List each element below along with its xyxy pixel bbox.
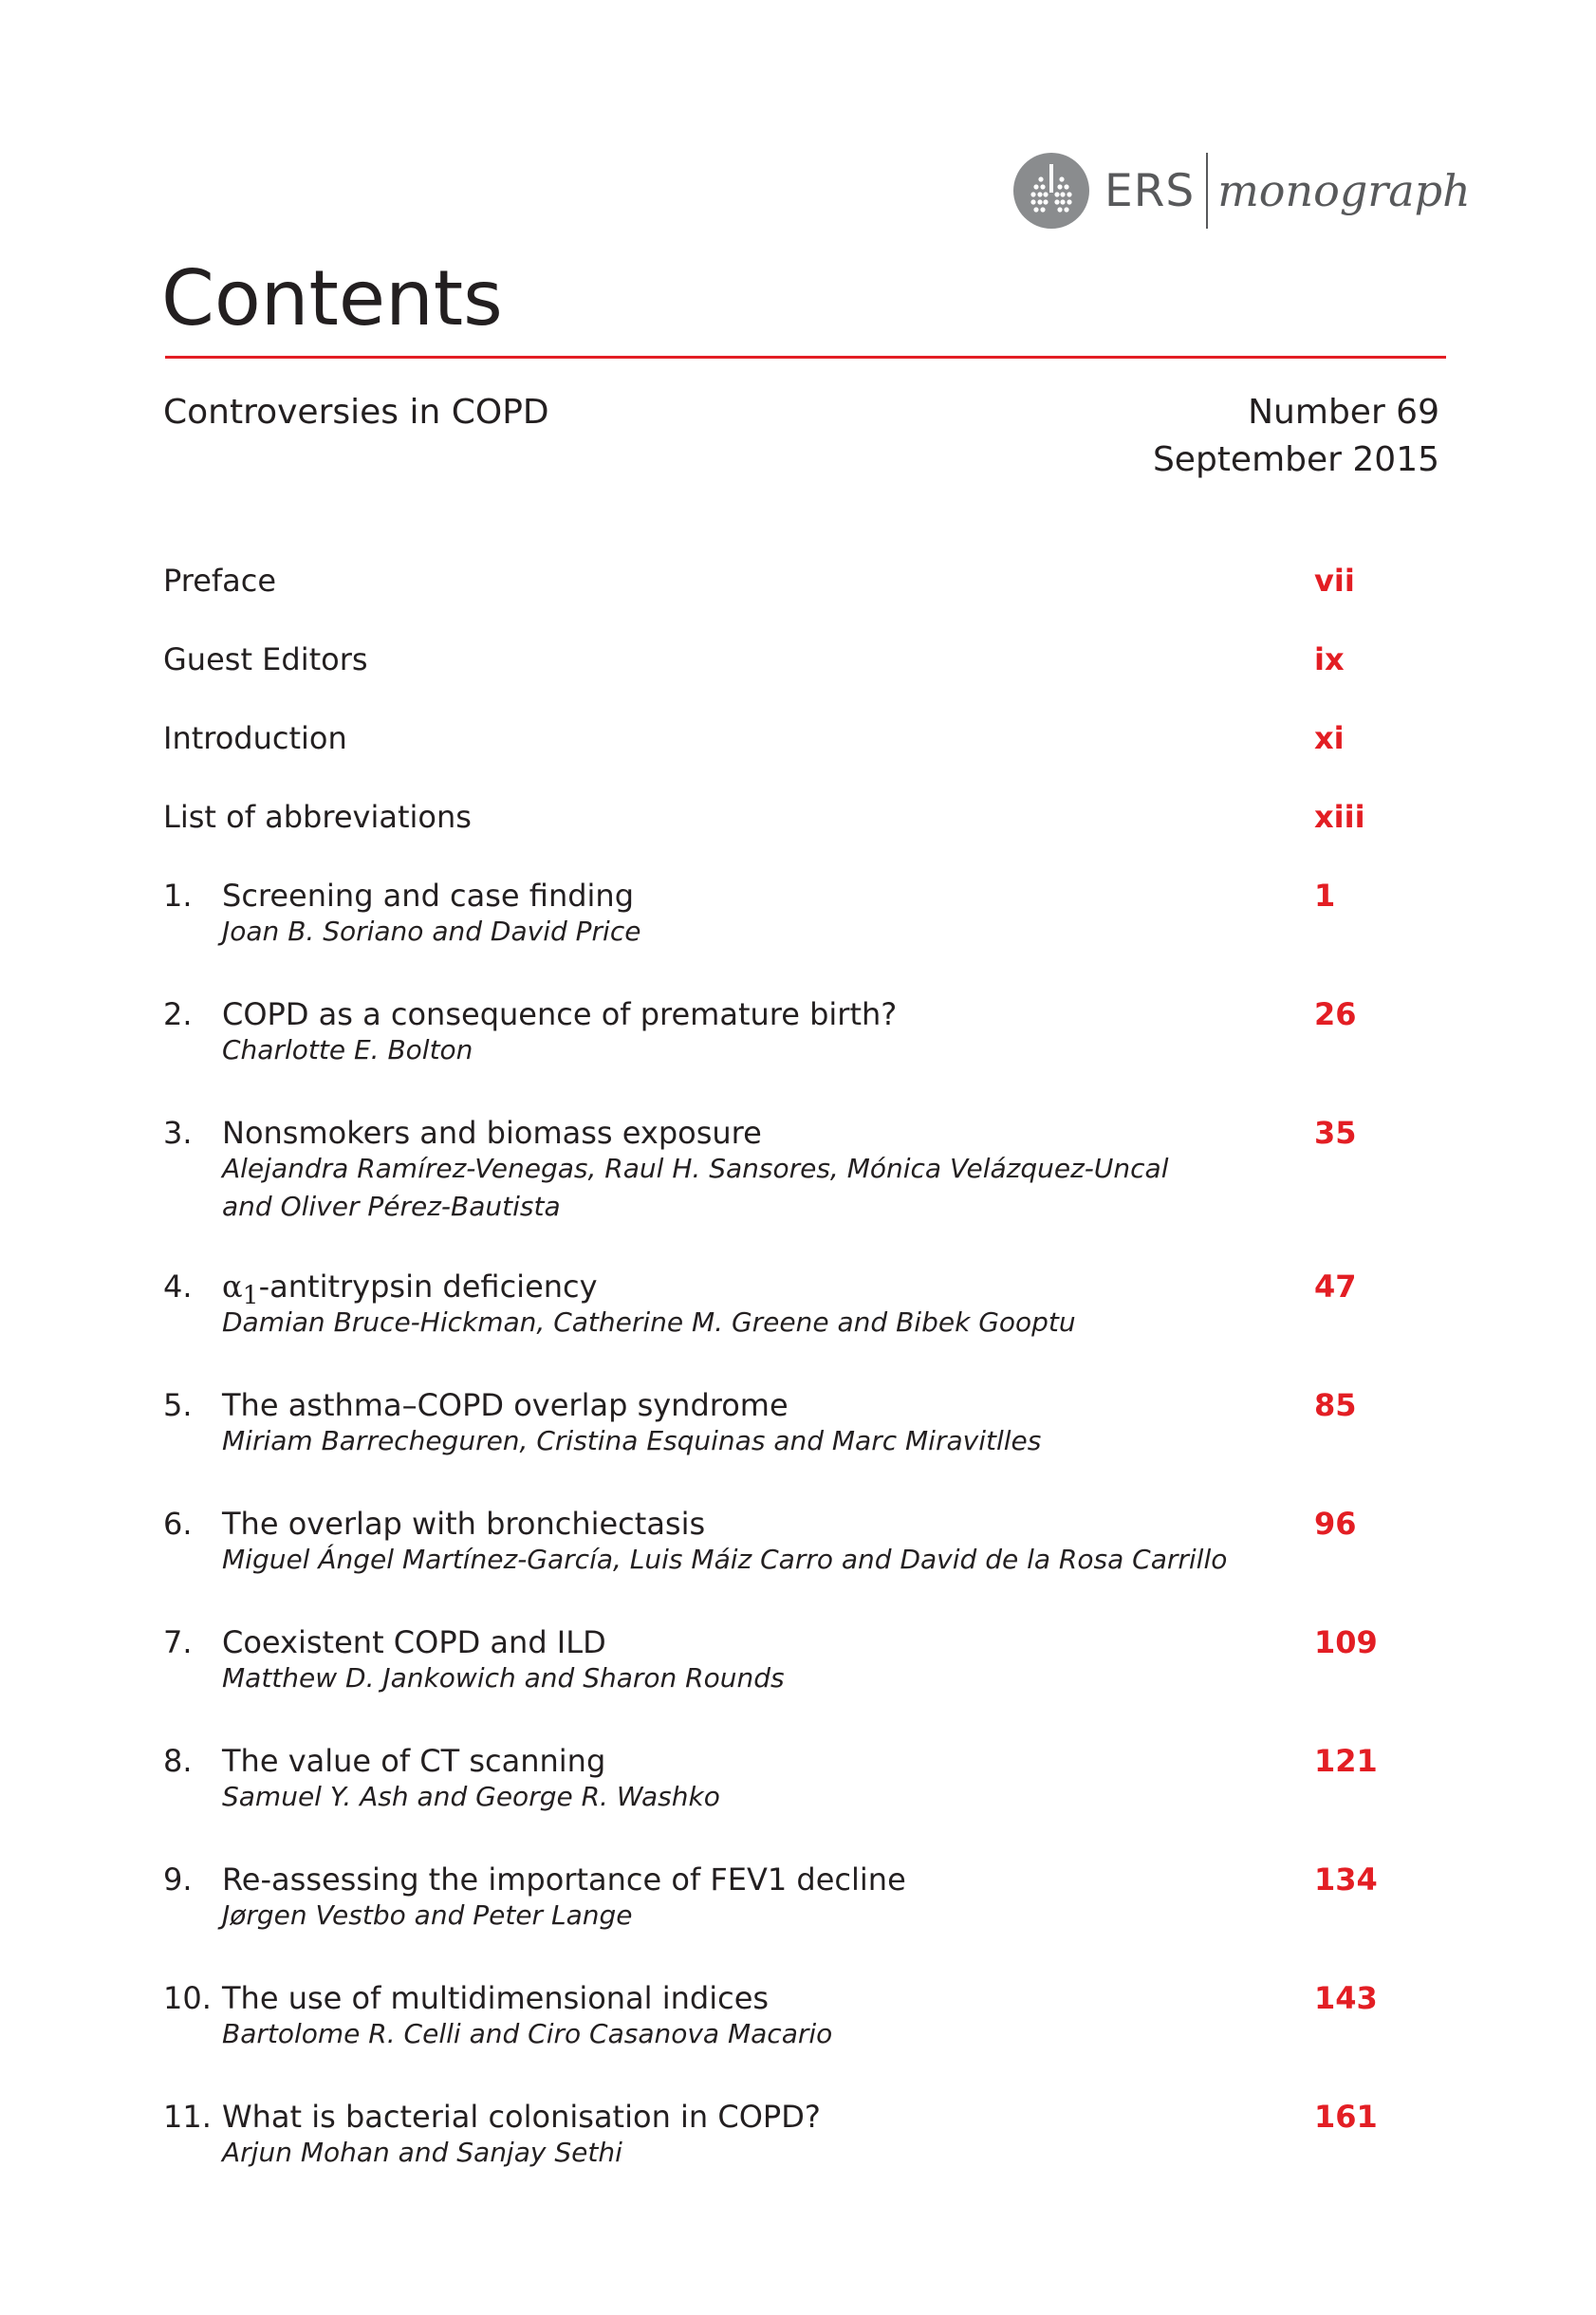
chapter-authors: Matthew D. Jankowich and Sharon Rounds — [222, 1662, 785, 1694]
chapter-page[interactable]: 109 — [1314, 1624, 1378, 1660]
chapter-number: 2. — [163, 996, 193, 1032]
chapter-number: 1. — [163, 878, 193, 914]
chapter-title[interactable]: Re-assessing the importance of FEV1 decline — [222, 1861, 906, 1898]
toc-guest-editors-label[interactable]: Guest Editors — [163, 641, 368, 677]
chapter-title-text: -antitrypsin deficiency — [258, 1269, 598, 1305]
chapter-authors: Damian Bruce-Hickman, Catherine M. Greene and Bibek Gooptu — [222, 1306, 1076, 1338]
chapter-number: 4. — [163, 1269, 193, 1305]
chapter-authors: Bartolome R. Celli and Ciro Casanova Macario — [222, 2018, 833, 2049]
chapter-page[interactable]: 161 — [1314, 2099, 1378, 2135]
chapter-page[interactable]: 96 — [1314, 1506, 1357, 1542]
chapter-title[interactable]: What is bacterial colonisation in COPD? — [222, 2099, 821, 2135]
chapter-page[interactable]: 85 — [1314, 1387, 1357, 1423]
chapter-title[interactable]: COPD as a consequence of premature birth? — [222, 996, 898, 1032]
chapter-title[interactable]: The overlap with bronchiectasis — [222, 1506, 706, 1542]
toc-abbreviations-label[interactable]: List of abbreviations — [163, 799, 472, 835]
chapter-number: 7. — [163, 1624, 193, 1660]
logo-brand: ERS — [1104, 164, 1196, 217]
chapter-page[interactable]: 143 — [1314, 1980, 1378, 2016]
lungs-logo-icon — [1013, 153, 1089, 229]
alpha-symbol: α — [222, 1269, 243, 1305]
chapter-number: 9. — [163, 1861, 193, 1898]
logo-product: monograph — [1217, 165, 1471, 216]
page-title: Contents — [161, 254, 503, 343]
monograph-subtitle: Controversies in COPD — [163, 393, 549, 432]
chapter-authors: Samuel Y. Ash and George R. Washko — [222, 1781, 720, 1812]
toc-introduction-page[interactable]: xi — [1314, 720, 1345, 756]
alpha-subscript: 1 — [242, 1281, 259, 1311]
chapter-title[interactable]: The value of CT scanning — [222, 1743, 606, 1779]
logo-divider — [1206, 153, 1208, 229]
chapter-title[interactable]: The asthma–COPD overlap syndrome — [222, 1387, 789, 1423]
chapter-page[interactable]: 121 — [1314, 1743, 1378, 1779]
chapter-authors: Alejandra Ramírez-Venegas, Raul H. Sansores, Mónica Velázquez-Uncal and Oliver Pérez-Bautista — [222, 1153, 1169, 1222]
chapter-title[interactable]: Nonsmokers and biomass exposure — [222, 1115, 762, 1151]
chapter-authors: Miriam Barrecheguren, Cristina Esquinas and Marc Miravitlles — [222, 1425, 1042, 1456]
issue-info — [1153, 389, 1439, 484]
chapter-number: 10. — [163, 1980, 212, 2016]
chapter-title[interactable]: Coexistent COPD and ILD — [222, 1624, 606, 1660]
toc-preface-label[interactable]: Preface — [163, 563, 277, 599]
issue-date: September 2015 — [1152, 440, 1439, 479]
toc-introduction-label[interactable]: Introduction — [163, 720, 347, 756]
chapter-title[interactable]: Screening and case finding — [222, 878, 635, 914]
chapter-authors: Arjun Mohan and Sanjay Sethi — [222, 2137, 622, 2168]
chapter-authors: Joan B. Soriano and David Price — [222, 916, 641, 947]
ers-monograph-logo — [1013, 150, 1471, 232]
chapter-number: 11. — [163, 2099, 212, 2135]
chapter-authors: Miguel Ángel Martínez-García, Luis Máiz Carro and David de la Rosa Carrillo — [222, 1544, 1228, 1575]
toc-abbreviations-page[interactable]: xiii — [1314, 799, 1365, 835]
title-divider — [165, 356, 1446, 359]
toc-guest-editors-page[interactable]: ix — [1314, 641, 1345, 677]
chapter-page[interactable]: 47 — [1314, 1269, 1357, 1305]
chapter-page[interactable]: 26 — [1314, 996, 1357, 1032]
chapter-page[interactable]: 134 — [1314, 1861, 1378, 1898]
chapter-authors: Charlotte E. Bolton — [222, 1034, 473, 1065]
toc-preface-page[interactable]: vii — [1314, 563, 1355, 599]
chapter-number: 5. — [163, 1387, 193, 1423]
chapter-number: 3. — [163, 1115, 193, 1151]
chapter-page[interactable]: 35 — [1314, 1115, 1357, 1151]
chapter-page[interactable]: 1 — [1314, 878, 1336, 914]
chapter-number: 8. — [163, 1743, 193, 1779]
chapter-number: 6. — [163, 1506, 193, 1542]
issue-number: Number 69 — [1248, 393, 1439, 432]
chapter-title[interactable]: The use of multidimensional indices — [222, 1980, 770, 2016]
chapter-authors: Jørgen Vestbo and Peter Lange — [222, 1899, 633, 1931]
